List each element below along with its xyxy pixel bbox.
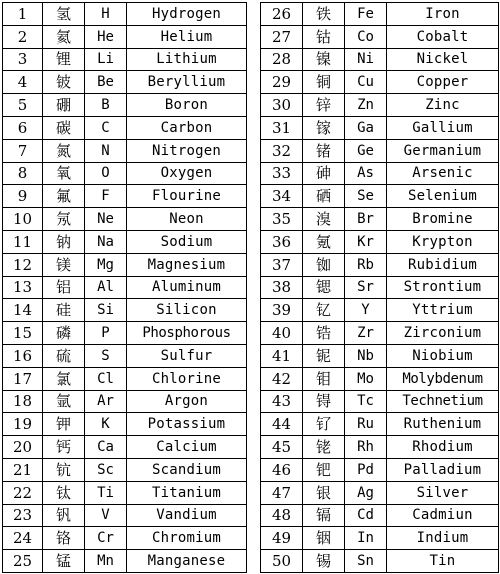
element-table-right bbox=[260, 2, 499, 573]
chinese-name-cell: 锡 bbox=[303, 550, 345, 573]
symbol-cell: Mn bbox=[85, 550, 127, 573]
atomic-number-cell: 10 bbox=[3, 208, 43, 231]
chinese-name-cell: 铜 bbox=[303, 71, 345, 94]
atomic-number-cell: 40 bbox=[261, 322, 303, 345]
atomic-number-cell: 19 bbox=[3, 413, 43, 436]
chinese-name-cell: 锝 bbox=[303, 390, 345, 413]
symbol-cell: O bbox=[85, 162, 127, 185]
symbol-cell: As bbox=[345, 162, 387, 185]
chinese-name-cell: 锆 bbox=[303, 322, 345, 345]
table-row bbox=[261, 322, 499, 345]
symbol-cell: Co bbox=[345, 25, 387, 48]
table-row bbox=[261, 94, 499, 117]
atomic-number-cell: 25 bbox=[3, 550, 43, 573]
element-name-cell: Nickel bbox=[387, 48, 499, 71]
table-row bbox=[3, 504, 247, 527]
atomic-number-cell: 29 bbox=[261, 71, 303, 94]
chinese-name-cell: 氢 bbox=[43, 3, 85, 26]
atomic-number-cell: 12 bbox=[3, 253, 43, 276]
symbol-cell: Si bbox=[85, 299, 127, 322]
element-name-cell: Phosphorous bbox=[127, 322, 247, 345]
element-name-cell: Potassium bbox=[127, 413, 247, 436]
symbol-cell: Sc bbox=[85, 458, 127, 481]
atomic-number-cell: 48 bbox=[261, 504, 303, 527]
element-name-cell: Nitrogen bbox=[127, 139, 247, 162]
chinese-name-cell: 铍 bbox=[43, 71, 85, 94]
atomic-number-cell: 42 bbox=[261, 367, 303, 390]
table-row bbox=[3, 299, 247, 322]
table-row bbox=[3, 344, 247, 367]
chinese-name-cell: 氟 bbox=[43, 185, 85, 208]
symbol-cell: Ru bbox=[345, 413, 387, 436]
element-name-cell: Neon bbox=[127, 208, 247, 231]
atomic-number-cell: 15 bbox=[3, 322, 43, 345]
chinese-name-cell: 氪 bbox=[303, 230, 345, 253]
table-row bbox=[261, 71, 499, 94]
atomic-number-cell: 33 bbox=[261, 162, 303, 185]
chinese-name-cell: 钼 bbox=[303, 367, 345, 390]
symbol-cell: Zr bbox=[345, 322, 387, 345]
chinese-name-cell: 硒 bbox=[303, 185, 345, 208]
symbol-cell: Sr bbox=[345, 276, 387, 299]
table-row bbox=[3, 322, 247, 345]
atomic-number-cell: 35 bbox=[261, 208, 303, 231]
element-name-cell: Rubidium bbox=[387, 253, 499, 276]
table-row bbox=[3, 3, 247, 26]
atomic-number-cell: 18 bbox=[3, 390, 43, 413]
symbol-cell: Ne bbox=[85, 208, 127, 231]
chinese-name-cell: 硅 bbox=[43, 299, 85, 322]
atomic-number-cell: 6 bbox=[3, 116, 43, 139]
atomic-number-cell: 9 bbox=[3, 185, 43, 208]
atomic-number-cell: 21 bbox=[3, 458, 43, 481]
symbol-cell: Cu bbox=[345, 71, 387, 94]
atomic-number-cell: 46 bbox=[261, 458, 303, 481]
element-name-cell: Hydrogen bbox=[127, 3, 247, 26]
chinese-name-cell: 铑 bbox=[303, 436, 345, 459]
atomic-number-cell: 26 bbox=[261, 3, 303, 26]
element-table-left bbox=[2, 2, 247, 573]
atomic-number-cell: 32 bbox=[261, 139, 303, 162]
chinese-name-cell: 镓 bbox=[303, 116, 345, 139]
chinese-name-cell: 镍 bbox=[303, 48, 345, 71]
chinese-name-cell: 锰 bbox=[43, 550, 85, 573]
symbol-cell: In bbox=[345, 527, 387, 550]
atomic-number-cell: 22 bbox=[3, 481, 43, 504]
atomic-number-cell: 8 bbox=[3, 162, 43, 185]
atomic-number-cell: 4 bbox=[3, 71, 43, 94]
atomic-number-cell: 24 bbox=[3, 527, 43, 550]
symbol-cell: Li bbox=[85, 48, 127, 71]
symbol-cell: C bbox=[85, 116, 127, 139]
symbol-cell: Tc bbox=[345, 390, 387, 413]
chinese-name-cell: 氧 bbox=[43, 162, 85, 185]
symbol-cell: N bbox=[85, 139, 127, 162]
atomic-number-cell: 41 bbox=[261, 344, 303, 367]
atomic-number-cell: 36 bbox=[261, 230, 303, 253]
atomic-number-cell: 49 bbox=[261, 527, 303, 550]
table-row bbox=[3, 550, 247, 573]
symbol-cell: Na bbox=[85, 230, 127, 253]
table-row bbox=[261, 299, 499, 322]
atomic-number-cell: 2 bbox=[3, 25, 43, 48]
element-name-cell: Argon bbox=[127, 390, 247, 413]
atomic-number-cell: 14 bbox=[3, 299, 43, 322]
element-name-cell: Flourine bbox=[127, 185, 247, 208]
table-row bbox=[3, 276, 247, 299]
table-row bbox=[261, 139, 499, 162]
element-name-cell: Tin bbox=[387, 550, 499, 573]
table-row bbox=[261, 550, 499, 573]
table-row bbox=[261, 436, 499, 459]
atomic-number-cell: 5 bbox=[3, 94, 43, 117]
table-row bbox=[261, 25, 499, 48]
element-name-cell: Rhodium bbox=[387, 436, 499, 459]
table-row bbox=[3, 367, 247, 390]
chinese-name-cell: 硫 bbox=[43, 344, 85, 367]
element-name-cell: Carbon bbox=[127, 116, 247, 139]
chinese-name-cell: 钾 bbox=[43, 413, 85, 436]
symbol-cell: B bbox=[85, 94, 127, 117]
table-row bbox=[261, 276, 499, 299]
table-row bbox=[261, 3, 499, 26]
symbol-cell: Ti bbox=[85, 481, 127, 504]
symbol-cell: He bbox=[85, 25, 127, 48]
table-row bbox=[3, 253, 247, 276]
atomic-number-cell: 44 bbox=[261, 413, 303, 436]
element-name-cell: Niobium bbox=[387, 344, 499, 367]
symbol-cell: Cr bbox=[85, 527, 127, 550]
atomic-number-cell: 30 bbox=[261, 94, 303, 117]
chinese-name-cell: 碳 bbox=[43, 116, 85, 139]
table-row bbox=[3, 162, 247, 185]
element-name-cell: Indium bbox=[387, 527, 499, 550]
chinese-name-cell: 铁 bbox=[303, 3, 345, 26]
chinese-name-cell: 铌 bbox=[303, 344, 345, 367]
element-name-cell: Oxygen bbox=[127, 162, 247, 185]
atomic-number-cell: 11 bbox=[3, 230, 43, 253]
symbol-cell: P bbox=[85, 322, 127, 345]
table-row bbox=[3, 208, 247, 231]
atomic-number-cell: 23 bbox=[3, 504, 43, 527]
atomic-number-cell: 17 bbox=[3, 367, 43, 390]
atomic-number-cell: 38 bbox=[261, 276, 303, 299]
table-row bbox=[261, 162, 499, 185]
chinese-name-cell: 钠 bbox=[43, 230, 85, 253]
table-row bbox=[261, 390, 499, 413]
table-row bbox=[261, 413, 499, 436]
symbol-cell: Be bbox=[85, 71, 127, 94]
chinese-name-cell: 铟 bbox=[303, 527, 345, 550]
table-row bbox=[3, 436, 247, 459]
element-name-cell: Iron bbox=[387, 3, 499, 26]
symbol-cell: Ca bbox=[85, 436, 127, 459]
chinese-name-cell: 氩 bbox=[43, 390, 85, 413]
element-name-cell: Bromine bbox=[387, 208, 499, 231]
symbol-cell: Cd bbox=[345, 504, 387, 527]
symbol-cell: Ge bbox=[345, 139, 387, 162]
chinese-name-cell: 钪 bbox=[43, 458, 85, 481]
symbol-cell: Sn bbox=[345, 550, 387, 573]
element-name-cell: Silicon bbox=[127, 299, 247, 322]
table-row bbox=[261, 48, 499, 71]
chinese-name-cell: 铝 bbox=[43, 276, 85, 299]
element-name-cell: Titanium bbox=[127, 481, 247, 504]
atomic-number-cell: 45 bbox=[261, 436, 303, 459]
chinese-name-cell: 银 bbox=[303, 481, 345, 504]
atomic-number-cell: 3 bbox=[3, 48, 43, 71]
table-row bbox=[261, 504, 499, 527]
element-name-cell: Vandium bbox=[127, 504, 247, 527]
table-row bbox=[3, 48, 247, 71]
element-name-cell: Magnesium bbox=[127, 253, 247, 276]
table-row bbox=[3, 230, 247, 253]
element-name-cell: Krypton bbox=[387, 230, 499, 253]
element-name-cell: Germanium bbox=[387, 139, 499, 162]
table-row bbox=[3, 185, 247, 208]
atomic-number-cell: 27 bbox=[261, 25, 303, 48]
chinese-name-cell: 溴 bbox=[303, 208, 345, 231]
element-name-cell: Molybdenum bbox=[387, 367, 499, 390]
chinese-name-cell: 硼 bbox=[43, 94, 85, 117]
symbol-cell: Mg bbox=[85, 253, 127, 276]
element-table-left-body bbox=[3, 3, 247, 573]
atomic-number-cell: 50 bbox=[261, 550, 303, 573]
element-name-cell: Helium bbox=[127, 25, 247, 48]
symbol-cell: K bbox=[85, 413, 127, 436]
chinese-name-cell: 砷 bbox=[303, 162, 345, 185]
element-name-cell: Ruthenium bbox=[387, 413, 499, 436]
table-row bbox=[3, 94, 247, 117]
table-row bbox=[261, 253, 499, 276]
chinese-name-cell: 钴 bbox=[303, 25, 345, 48]
table-row bbox=[3, 527, 247, 550]
element-name-cell: Palladium bbox=[387, 458, 499, 481]
symbol-cell: Rh bbox=[345, 436, 387, 459]
element-name-cell: Arsenic bbox=[387, 162, 499, 185]
symbol-cell: Ni bbox=[345, 48, 387, 71]
table-row bbox=[261, 230, 499, 253]
element-name-cell: Selenium bbox=[387, 185, 499, 208]
table-row bbox=[261, 367, 499, 390]
symbol-cell: Cl bbox=[85, 367, 127, 390]
element-name-cell: Beryllium bbox=[127, 71, 247, 94]
symbol-cell: Ar bbox=[85, 390, 127, 413]
symbol-cell: Rb bbox=[345, 253, 387, 276]
symbol-cell: Kr bbox=[345, 230, 387, 253]
atomic-number-cell: 16 bbox=[3, 344, 43, 367]
element-name-cell: Chromium bbox=[127, 527, 247, 550]
element-name-cell: Cadmiun bbox=[387, 504, 499, 527]
chinese-name-cell: 镉 bbox=[303, 504, 345, 527]
atomic-number-cell: 39 bbox=[261, 299, 303, 322]
chinese-name-cell: 钌 bbox=[303, 413, 345, 436]
element-name-cell: Chlorine bbox=[127, 367, 247, 390]
atomic-number-cell: 31 bbox=[261, 116, 303, 139]
chinese-name-cell: 氮 bbox=[43, 139, 85, 162]
atomic-number-cell: 7 bbox=[3, 139, 43, 162]
table-row bbox=[261, 185, 499, 208]
chinese-name-cell: 锂 bbox=[43, 48, 85, 71]
chinese-name-cell: 磷 bbox=[43, 322, 85, 345]
symbol-cell: Nb bbox=[345, 344, 387, 367]
element-name-cell: Scandium bbox=[127, 458, 247, 481]
chinese-name-cell: 锌 bbox=[303, 94, 345, 117]
element-name-cell: Yttrium bbox=[387, 299, 499, 322]
atomic-number-cell: 37 bbox=[261, 253, 303, 276]
element-name-cell: Aluminum bbox=[127, 276, 247, 299]
element-name-cell: Sodium bbox=[127, 230, 247, 253]
symbol-cell: Pd bbox=[345, 458, 387, 481]
symbol-cell: Zn bbox=[345, 94, 387, 117]
table-row bbox=[261, 481, 499, 504]
element-name-cell: Gallium bbox=[387, 116, 499, 139]
element-name-cell: Copper bbox=[387, 71, 499, 94]
table-row bbox=[3, 458, 247, 481]
element-name-cell: Cobalt bbox=[387, 25, 499, 48]
element-name-cell: Lithium bbox=[127, 48, 247, 71]
element-name-cell: Strontium bbox=[387, 276, 499, 299]
element-name-cell: Zirconium bbox=[387, 322, 499, 345]
symbol-cell: Se bbox=[345, 185, 387, 208]
atomic-number-cell: 43 bbox=[261, 390, 303, 413]
symbol-cell: Br bbox=[345, 208, 387, 231]
symbol-cell: Ag bbox=[345, 481, 387, 504]
chinese-name-cell: 锶 bbox=[303, 276, 345, 299]
atomic-number-cell: 20 bbox=[3, 436, 43, 459]
chinese-name-cell: 锗 bbox=[303, 139, 345, 162]
chinese-name-cell: 钛 bbox=[43, 481, 85, 504]
element-table-right-body bbox=[261, 3, 499, 573]
chinese-name-cell: 钙 bbox=[43, 436, 85, 459]
chinese-name-cell: 钒 bbox=[43, 504, 85, 527]
element-name-cell: Technetium bbox=[387, 390, 499, 413]
chinese-name-cell: 氦 bbox=[43, 25, 85, 48]
table-row bbox=[3, 413, 247, 436]
chinese-name-cell: 铬 bbox=[43, 527, 85, 550]
element-name-cell: Calcium bbox=[127, 436, 247, 459]
symbol-cell: S bbox=[85, 344, 127, 367]
table-row bbox=[3, 71, 247, 94]
table-row bbox=[3, 481, 247, 504]
symbol-cell: Mo bbox=[345, 367, 387, 390]
symbol-cell: Ga bbox=[345, 116, 387, 139]
element-name-cell: Sulfur bbox=[127, 344, 247, 367]
element-name-cell: Boron bbox=[127, 94, 247, 117]
symbol-cell: Fe bbox=[345, 3, 387, 26]
table-row bbox=[261, 527, 499, 550]
table-row bbox=[3, 116, 247, 139]
table-row bbox=[261, 344, 499, 367]
symbol-cell: Y bbox=[345, 299, 387, 322]
element-name-cell: Silver bbox=[387, 481, 499, 504]
atomic-number-cell: 28 bbox=[261, 48, 303, 71]
atomic-number-cell: 13 bbox=[3, 276, 43, 299]
chinese-name-cell: 氖 bbox=[43, 208, 85, 231]
symbol-cell: V bbox=[85, 504, 127, 527]
element-name-cell: Zinc bbox=[387, 94, 499, 117]
chinese-name-cell: 钇 bbox=[303, 299, 345, 322]
table-row bbox=[3, 25, 247, 48]
chinese-name-cell: 氯 bbox=[43, 367, 85, 390]
table-row bbox=[261, 208, 499, 231]
chinese-name-cell: 铷 bbox=[303, 253, 345, 276]
atomic-number-cell: 34 bbox=[261, 185, 303, 208]
chinese-name-cell: 钯 bbox=[303, 458, 345, 481]
element-name-cell: Manganese bbox=[127, 550, 247, 573]
table-row bbox=[3, 390, 247, 413]
symbol-cell: F bbox=[85, 185, 127, 208]
symbol-cell: Al bbox=[85, 276, 127, 299]
table-row bbox=[3, 139, 247, 162]
chinese-name-cell: 镁 bbox=[43, 253, 85, 276]
atomic-number-cell: 47 bbox=[261, 481, 303, 504]
symbol-cell: H bbox=[85, 3, 127, 26]
table-row bbox=[261, 116, 499, 139]
table-row bbox=[261, 458, 499, 481]
atomic-number-cell: 1 bbox=[3, 3, 43, 26]
